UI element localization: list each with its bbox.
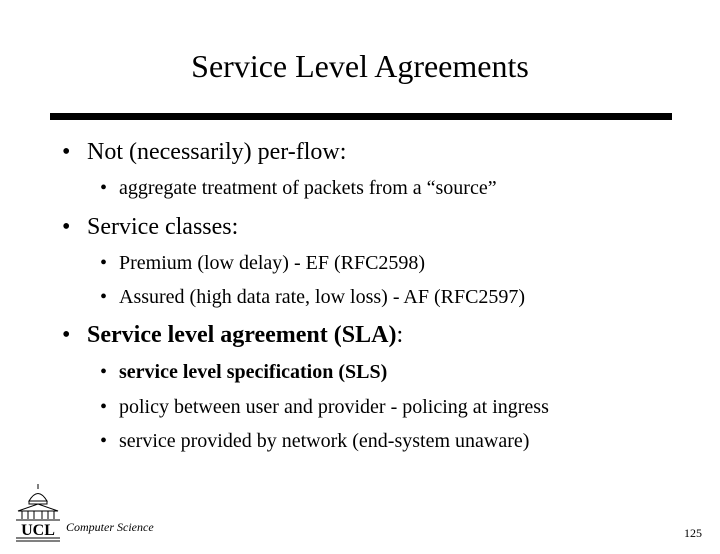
bullet-text: policy between user and provider - policing at ingress: [119, 396, 549, 418]
department-label: Computer Science: [66, 520, 154, 534]
bullet-marker: •: [100, 286, 108, 308]
bullet-text: Service classes:: [87, 214, 239, 240]
title-divider: [50, 113, 672, 120]
bullet-marker: •: [62, 139, 71, 165]
bullet-text: Premium (low delay) - EF (RFC2598): [119, 252, 426, 274]
ucl-logo: [14, 484, 62, 544]
bullet-service-classes: [62, 212, 238, 242]
bullet-marker: •: [100, 252, 108, 274]
bullet-marker: •: [100, 430, 108, 452]
bullet-not-per-flow: [62, 137, 346, 167]
sub-bullet-assured: [100, 284, 525, 310]
bullet-text: service level specification (SLS): [119, 361, 388, 383]
bullet-text-colon: :: [396, 322, 404, 348]
bullet-text-bold: Service level agreement (SLA): [87, 322, 397, 348]
ucl-logo-text: UCL: [21, 522, 55, 539]
bullet-marker: •: [62, 322, 71, 348]
sub-bullet-policy: [100, 394, 549, 420]
sub-bullet-premium: [100, 250, 425, 276]
bullet-marker: •: [100, 177, 108, 199]
sub-bullet-sls: [100, 359, 387, 385]
bullet-text: Not (necessarily) per-flow:: [87, 139, 347, 165]
bullet-marker: •: [100, 396, 108, 418]
bullet-marker: •: [62, 214, 71, 240]
page-number: 125: [684, 526, 702, 540]
bullet-sla: [62, 320, 403, 350]
bullet-text: aggregate treatment of packets from a “source”: [119, 177, 497, 199]
bullet-text: Assured (high data rate, low loss) - AF (RFC2597): [119, 286, 526, 308]
slide-title: Service Level Agreements: [191, 48, 529, 84]
sub-bullet-service-network: [100, 428, 529, 454]
sub-bullet-aggregate-treatment: [100, 175, 497, 201]
bullet-text: service provided by network (end-system unaware): [119, 430, 530, 452]
bullet-marker: •: [100, 361, 108, 383]
